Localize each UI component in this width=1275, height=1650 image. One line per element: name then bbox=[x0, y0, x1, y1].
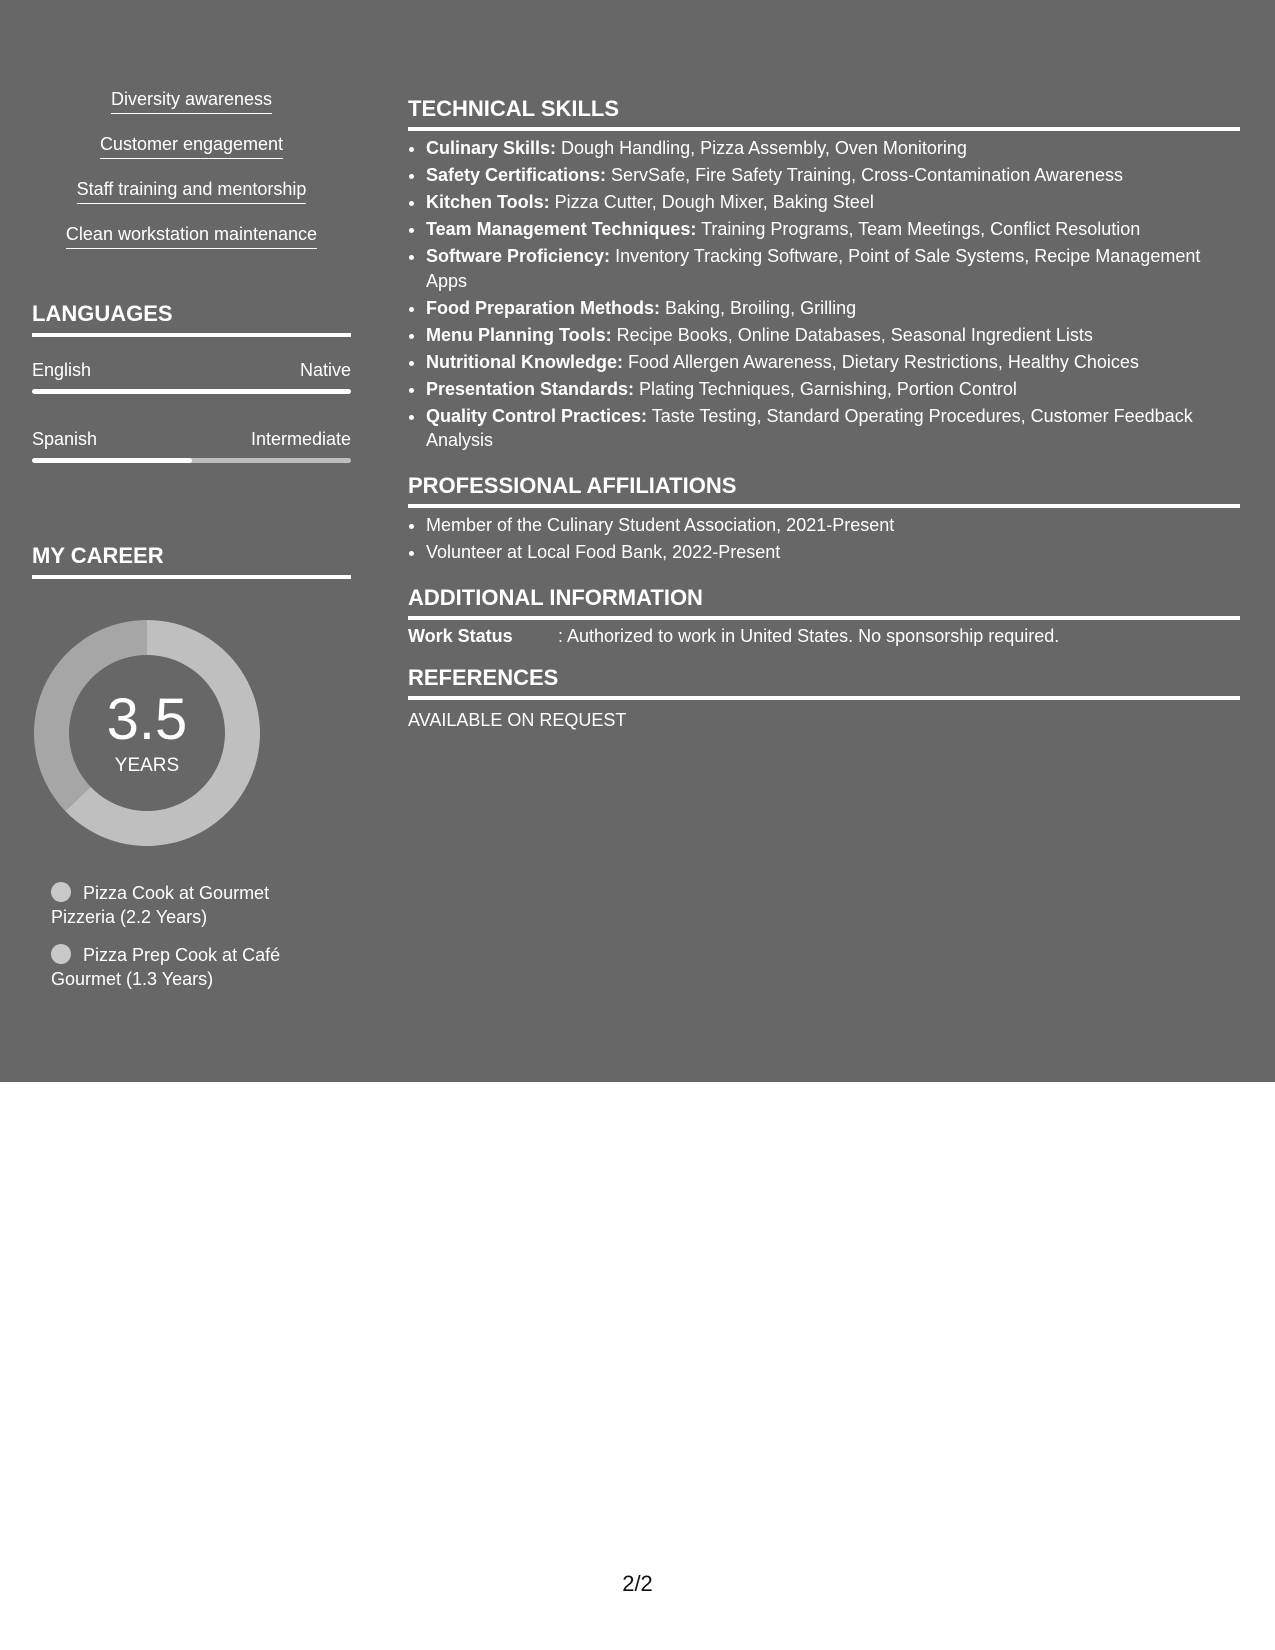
skill-tag bbox=[32, 133, 351, 159]
technical-skill-label: Menu Planning Tools: bbox=[426, 324, 612, 345]
skill-tag bbox=[32, 178, 351, 204]
affiliations-list bbox=[408, 513, 1240, 567]
skill-tag bbox=[32, 88, 351, 114]
career-legend-label: Pizza Prep Cook at Café Gourmet (1.3 Years) bbox=[51, 945, 281, 989]
technical-skill-label: Quality Control Practices: bbox=[426, 405, 648, 426]
technical-skill-item bbox=[426, 296, 1240, 321]
language-row bbox=[32, 427, 351, 451]
technical-skill-label: Safety Certifications: bbox=[426, 165, 607, 185]
technical-skill-item bbox=[426, 190, 1240, 215]
work-status-row bbox=[408, 624, 1240, 648]
technical-skill-label: Presentation Standards: bbox=[426, 378, 635, 399]
language-proficiency-fill bbox=[32, 458, 192, 463]
technical-skill-item bbox=[426, 163, 1240, 188]
career-total-years: 3.5 bbox=[106, 687, 188, 752]
legend-dot-icon bbox=[51, 944, 71, 964]
legend-dot-icon bbox=[51, 882, 71, 902]
technical-skill-text: ServSafe, Fire Safety Training, Cross-Contamination Awareness bbox=[606, 165, 1123, 185]
career-legend-item bbox=[51, 943, 311, 991]
technical-skill-item bbox=[426, 404, 1240, 453]
language-name: Spanish bbox=[32, 429, 98, 449]
technical-skill-text: Plating Techniques, Garnishing, Portion Control bbox=[634, 378, 1017, 399]
language-name: English bbox=[32, 360, 92, 380]
language-level: Native bbox=[299, 360, 351, 380]
additional-info-heading: ADDITIONAL INFORMATION bbox=[408, 585, 1240, 620]
technical-skill-text: Training Programs, Team Meetings, Conflict Resolution bbox=[696, 219, 1141, 239]
technical-skill-text: Pizza Cutter, Dough Mixer, Baking Steel bbox=[549, 192, 874, 212]
page-number: 2/2 bbox=[622, 1571, 653, 1596]
technical-skill-item bbox=[426, 217, 1240, 242]
technical-skill-item bbox=[426, 136, 1240, 161]
technical-skills-heading: TECHNICAL SKILLS bbox=[408, 96, 1240, 131]
skill-tag-label: Staff training and mentorship bbox=[77, 178, 307, 204]
career-total-unit: YEARS bbox=[114, 755, 180, 776]
technical-skill-text: Recipe Books, Online Databases, Seasonal Ingredient Lists bbox=[611, 324, 1093, 345]
technical-skill-text: Taste Testing, Standard Operating Procedures, Customer Feedback Analysis bbox=[426, 405, 1193, 450]
language-proficiency-bar bbox=[32, 389, 351, 394]
skill-tag bbox=[32, 223, 351, 249]
technical-skill-text: Baking, Broiling, Grilling bbox=[660, 297, 857, 318]
skill-tag-label: Diversity awareness bbox=[111, 88, 272, 114]
career-legend-item bbox=[51, 881, 311, 929]
skill-tag-label: Customer engagement bbox=[100, 133, 283, 159]
technical-skill-text: Inventory Tracking Software, Point of Sale Systems, Recipe Management Apps bbox=[426, 246, 1201, 291]
technical-skill-label: Culinary Skills: bbox=[426, 138, 557, 158]
technical-skill-label: Food Preparation Methods: bbox=[426, 297, 660, 318]
career-heading: MY CAREER bbox=[32, 543, 351, 579]
skill-tag-label: Clean workstation maintenance bbox=[66, 223, 317, 249]
list-item: • Member of the Culinary Student Association, 2021-Present bbox=[426, 513, 1240, 538]
technical-skill-label: Team Management Techniques: bbox=[426, 219, 697, 239]
references-text: AVAILABLE ON REQUEST bbox=[408, 710, 627, 730]
technical-skills-list bbox=[408, 136, 1240, 455]
technical-skill-label: Kitchen Tools: bbox=[426, 192, 550, 212]
work-status-value: : Authorized to work in United States. No sponsorship required. bbox=[558, 626, 1060, 646]
technical-skill-item bbox=[426, 377, 1240, 402]
technical-skill-text: Dough Handling, Pizza Assembly, Oven Monitoring bbox=[556, 138, 967, 158]
language-level: Intermediate bbox=[250, 429, 351, 449]
technical-skill-label: Nutritional Knowledge: bbox=[426, 351, 623, 372]
work-status-label: Work Status bbox=[408, 626, 513, 646]
references-heading: REFERENCES bbox=[408, 665, 1240, 700]
list-item: • Volunteer at Local Food Bank, 2022-Present bbox=[426, 540, 1240, 565]
technical-skill-item bbox=[426, 350, 1240, 375]
languages-heading: LANGUAGES bbox=[32, 301, 351, 337]
technical-skill-item bbox=[426, 323, 1240, 348]
language-proficiency-fill bbox=[32, 389, 351, 394]
career-legend-label: Pizza Cook at Gourmet Pizzeria (2.2 Years) bbox=[51, 883, 270, 927]
technical-skill-item bbox=[426, 244, 1240, 293]
technical-skill-label: Software Proficiency: bbox=[426, 246, 611, 266]
language-proficiency-bar bbox=[32, 458, 351, 463]
language-row bbox=[32, 358, 351, 382]
affiliations-heading: PROFESSIONAL AFFILIATIONS bbox=[408, 473, 1240, 508]
technical-skill-text: Food Allergen Awareness, Dietary Restrictions, Healthy Choices bbox=[623, 351, 1139, 372]
